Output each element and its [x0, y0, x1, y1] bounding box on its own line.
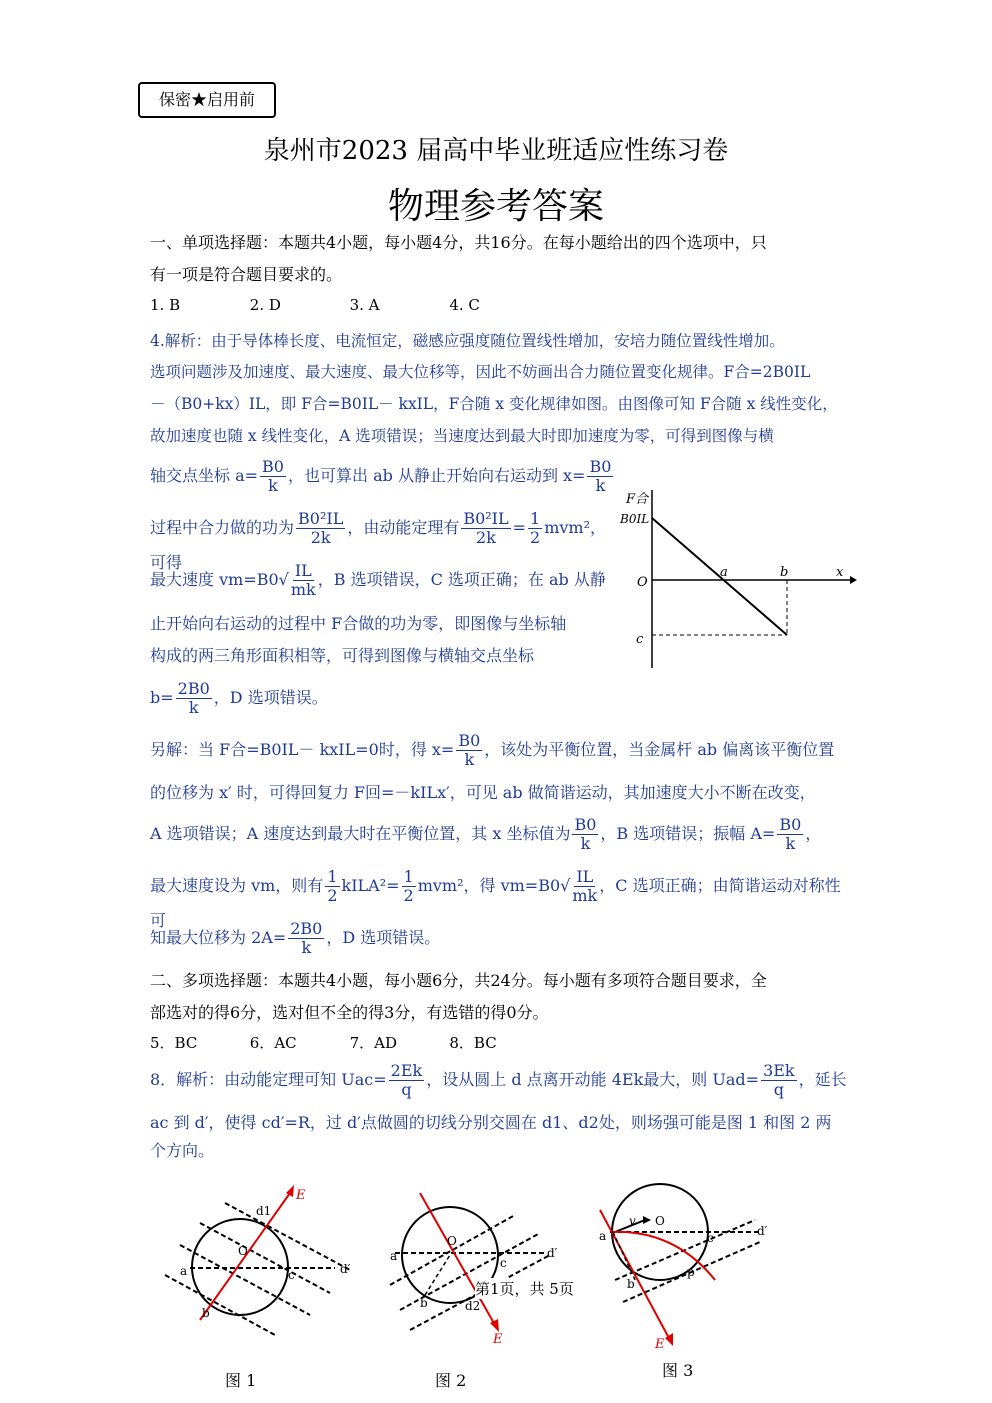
label-b: b — [420, 1296, 428, 1310]
answer-7: 7．AD — [349, 1034, 397, 1052]
page-footer: 第1页，共 5页 — [475, 1280, 574, 1298]
label-c: c — [500, 1256, 507, 1270]
q4-line7: 最大速度 vm=B0√ $\frac{IL}{mk}$ ，B 选项错误，C 选项正确；在 ab 从静 — [150, 561, 606, 599]
label-dp: d′ — [547, 1246, 558, 1260]
label-O: O — [655, 1214, 665, 1228]
label-dp: d′ — [340, 1262, 351, 1276]
label-a: a — [390, 1249, 398, 1263]
q4-line: －（B0+kx）IL，即 F合=B0IL－ kxIL，F合随 x 变化规律如图。由图像可知 F合随 x 线性变化， — [150, 395, 838, 413]
force-position-graph — [612, 488, 857, 673]
q8-line2: ac 到 d′，使得 cd′=R，过 d′点做圆的切线分别交圆在 d1、d2处，则场强可能是图 1 和图 2 两 — [150, 1113, 832, 1132]
label-dp: d′ — [757, 1224, 768, 1238]
figure-1-diagram — [160, 1185, 360, 1345]
graph-point-c: c — [636, 632, 644, 647]
graph-x-label: x — [836, 565, 844, 580]
answer-8: 8．BC — [449, 1034, 497, 1052]
answer-3: 3. A — [349, 296, 380, 314]
figure-1-caption: 图 1 — [225, 1371, 257, 1390]
label-E: E — [296, 1188, 306, 1203]
q4-line6: 过程中合力做的功为 $\frac{\text{B0²IL}}{2k}$ ，由动能定理有 $\frac{\text{B0²IL}}{2k}$ = $\frac{1}{2}$ mvm²，可得 — [150, 509, 607, 572]
graph-y-value: B0IL — [620, 512, 650, 526]
label-v: v — [629, 1214, 636, 1228]
figure-3-caption: 图 3 — [662, 1361, 694, 1380]
alt-line2: 的位移为 x′ 时，可得回复力 F回=－kILx′，可见 ab 做简谐运动，其加速度大小不断在改变， — [150, 783, 816, 802]
section2-intro-2: 部选对的得6分，选对但不全的得3分，有选错的得0分。 — [150, 1003, 549, 1022]
label-b: b — [627, 1277, 635, 1291]
q4-line9: 构成的两三角形面积相等，可得到图像与横轴交点坐标 — [150, 646, 535, 665]
q8-line1: 8．解析：由动能定理可知 Uac= $\frac{2Ek}{q}$ ，设从圆上 d 点离开动能 4Ek最大，则 Uad= $\frac{3Ek}{q}$ ，延长 — [150, 1061, 847, 1099]
answer-2: 2. D — [249, 296, 281, 314]
label-O: O — [447, 1234, 457, 1248]
label-E: E — [493, 1332, 503, 1345]
alt-line4: 最大速度设为 vm，则有 $\frac{1}{2}$ kILA²= $\frac{1}{2}$ mvm²，得 vm=B0√ $\frac{IL}{mk}$ ，C 选项正确；由简谐运动对称性可 — [150, 867, 841, 930]
label-d2: d2 — [465, 1299, 481, 1313]
answer-title: 物理参考答案 — [387, 186, 604, 227]
graph-y-label: F合 — [626, 492, 649, 507]
section1-intro-2: 有一项是符合题目要求的。 — [150, 265, 343, 284]
label-b: b — [202, 1306, 210, 1320]
label-a: a — [599, 1229, 607, 1243]
confidential-stamp: 保密★启用前 — [138, 82, 276, 118]
q4-line: 选项问题涉及加速度、最大速度、最大位移等，因此不妨画出合力随位置变化规律。F合=2B0IL — [150, 363, 811, 381]
exam-title: 泉州市2023 届高中毕业班适应性练习卷 — [263, 136, 729, 166]
answer-4: 4. C — [449, 296, 480, 314]
q4-line: 4.解析：由于导体棒长度、电流恒定，磁感应强度随位置线性增加，安培力随位置线性增加。 — [150, 332, 785, 350]
alt-line3: A 选项错误；A 速度达到最大时在平衡位置，其 x 坐标值为 $\frac{B0}{k}$ ，B 选项错误；振幅 A= $\frac{B0}{k}$ ， — [150, 815, 822, 853]
figure-2-caption: 图 2 — [435, 1371, 467, 1390]
alt-line5: 知最大位移为 2A= $\frac{2B0}{k}$ ，D 选项错误。 — [150, 919, 441, 957]
label-p: p — [687, 1265, 695, 1279]
figure-3-diagram — [595, 1180, 785, 1350]
graph-point-b: b — [780, 565, 789, 580]
figure-2-diagram — [385, 1185, 575, 1345]
label-E: E — [655, 1337, 665, 1350]
answer-1: 1. B — [150, 296, 181, 314]
label-a: a — [180, 1264, 188, 1278]
q4-line8: 止开始向右运动的过程中 F合做的功为零，即图像与坐标轴 — [150, 614, 567, 633]
answer-6: 6．AC — [249, 1034, 297, 1052]
q4-line10: b= $\frac{2B0}{k}$ ，D 选项错误。 — [150, 679, 328, 717]
answer-5: 5．BC — [150, 1034, 198, 1052]
section2-intro-1: 二、多项选择题：本题共4小题，每小题6分，共24分。每小题有多项符合题目要求，全 — [150, 971, 767, 990]
label-c: c — [707, 1231, 714, 1245]
label-c: c — [288, 1268, 295, 1282]
graph-origin: O — [637, 575, 648, 590]
graph-point-a: a — [720, 565, 728, 580]
q4-line: 故加速度也随 x 线性变化，A 选项错误；当速度达到最大时即加速度为零，可得到图像与横 — [150, 427, 774, 445]
section1-intro-1: 一、单项选择题：本题共4小题，每小题4分，共16分。在每小题给出的四个选项中，只 — [150, 233, 767, 252]
label-d1: d1 — [256, 1204, 272, 1218]
label-O: O — [238, 1244, 248, 1258]
alt-line1: 另解：当 F合=B0IL－ kxIL=0时，得 x= $\frac{B0}{k}$ ，该处为平衡位置，当金属杆 ab 偏离该平衡位置 — [150, 731, 835, 769]
q8-line3: 个方向。 — [150, 1141, 215, 1160]
q4-line5: 轴交点坐标 a= $\frac{B0}{k}$ ，也可算出 ab 从静止开始向右运动到 x= $\frac{B0}{k}$ — [150, 457, 612, 495]
